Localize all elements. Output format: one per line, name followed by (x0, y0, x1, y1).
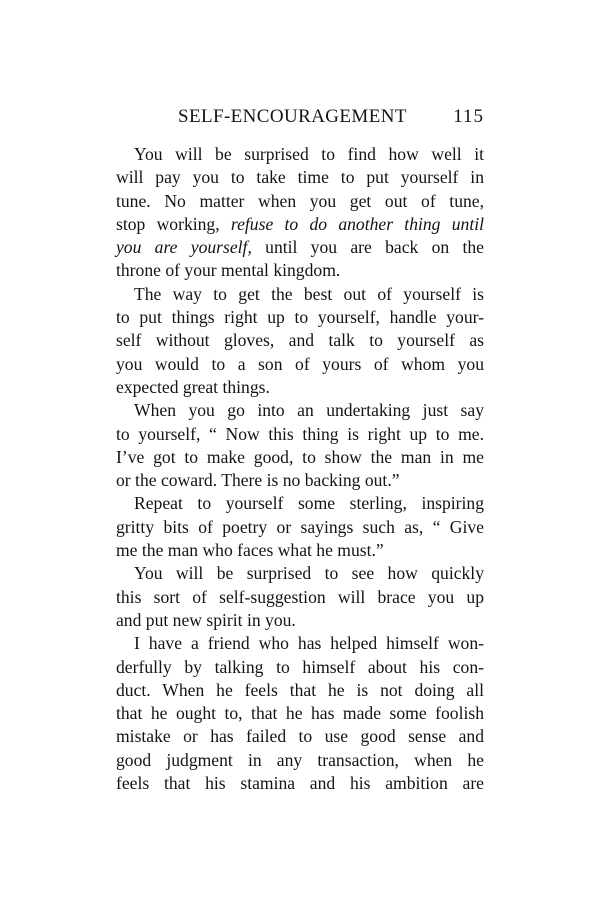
running-title: SELF-ENCOURAGEMENT (178, 106, 407, 127)
text-line: self without gloves, and talk to yourself as (116, 330, 484, 351)
running-head (116, 104, 484, 130)
text-line: that he ought to, that he has made some foolish (116, 703, 484, 724)
text-line: I have a friend who has helped himself won- (134, 633, 484, 654)
text-line: You will be surprised to find how well it (134, 144, 484, 164)
text-line: good judgment in any transaction, when he (116, 749, 484, 770)
text-line: will pay you to take time to put yourself in (116, 167, 484, 188)
text-line: you would to a son of yours of whom you (116, 353, 484, 374)
text-line: mistake or has failed to use good sense and (116, 726, 484, 747)
text-line: to yourself, “ Now this thing is right up to me. (116, 423, 484, 444)
text-line: Repeat to yourself some sterling, inspiring (134, 493, 484, 514)
text-line: to put things right up to yourself, handle your- (116, 307, 484, 328)
text-line: tune. No matter when you get out of tune, (116, 190, 484, 211)
text-line: or the coward. There is no backing out.” (116, 470, 400, 491)
italic-phrase: you are yourself, (116, 237, 252, 258)
text-line (116, 213, 484, 236)
text-line: The way to get the best out of yourself is (134, 283, 484, 304)
text-line: duct. When he feels that he is not doing all (116, 679, 484, 700)
text-line: throne of your mental kingdom. (116, 260, 341, 281)
book-page (116, 0, 484, 902)
text-line: me the man who faces what he must.” (116, 540, 384, 561)
page-number: 115 (453, 106, 484, 127)
text-line: You will be surprised to see how quickly (134, 563, 484, 584)
text-line: and put new spirit in you. (116, 609, 296, 630)
text-line: gritty bits of poetry or sayings such as, “ Give (116, 516, 484, 537)
text-run: until you are back on the (251, 237, 484, 258)
text-line: feels that his stamina and his ambition are (116, 773, 484, 794)
text-run: stop working, (116, 213, 231, 234)
italic-phrase: refuse to do another thing until (230, 213, 484, 234)
text-line: I’ve got to make good, to show the man in me (116, 446, 484, 467)
text-line (116, 236, 484, 259)
text-line: this sort of self-suggestion will brace you up (116, 586, 484, 607)
body-text (116, 143, 484, 795)
text-line: expected great things. (116, 376, 270, 397)
text-line: derfully by talking to himself about his con- (116, 656, 484, 677)
text-line: When you go into an undertaking just say (134, 400, 484, 421)
